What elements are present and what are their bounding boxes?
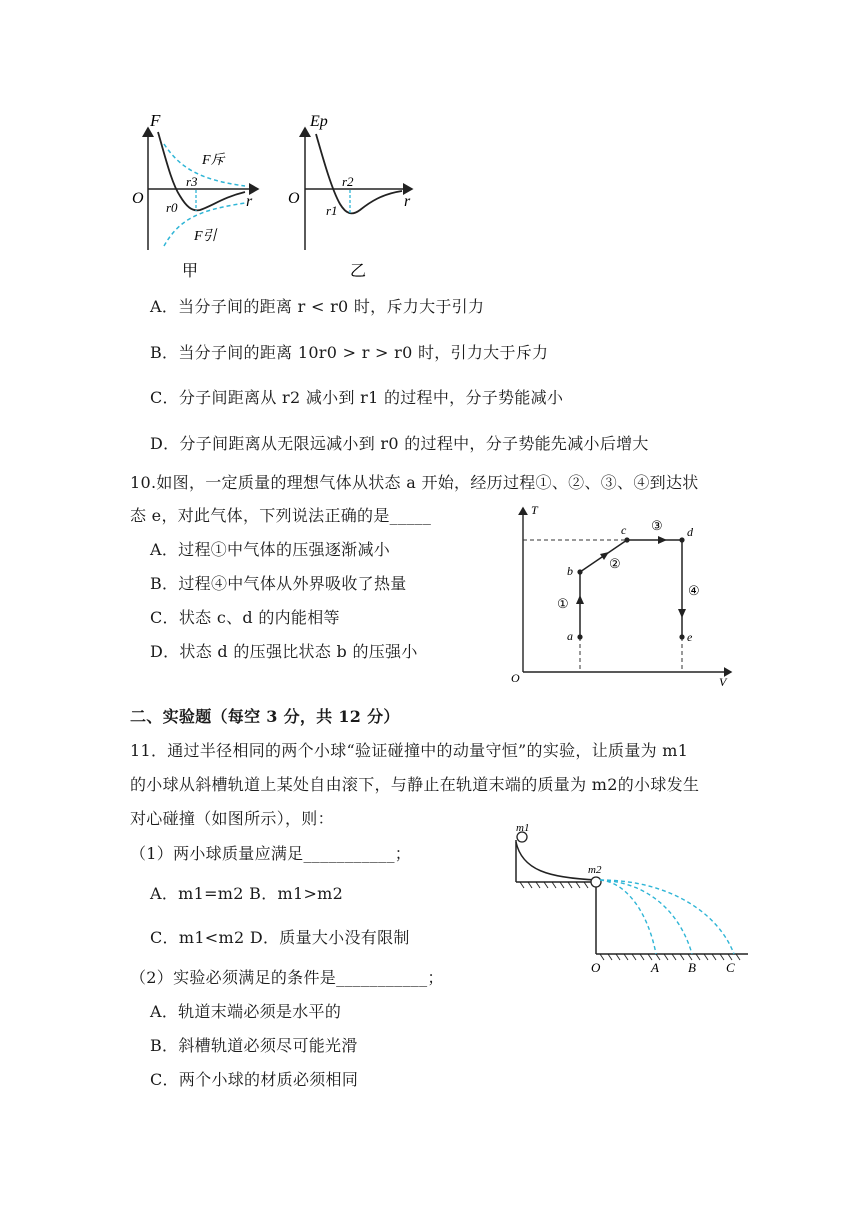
point-c-label: c	[621, 523, 627, 537]
q10-stem-1: 10.如图，一定质量的理想气体从状态 a 开始，经历过程①、②、③、④到达状	[130, 473, 699, 492]
q11-sub1-options-row2: C．m1<m2 D．质量大小没有限制	[150, 928, 410, 947]
point-e-label: e	[687, 630, 693, 644]
r-axis-label: r	[246, 193, 253, 210]
caption-jia: 甲	[182, 263, 199, 280]
q11-stem-2: 的小球从斜槽轨道上某处自由滚下，与静止在轨道末端的质量为 m2的小球发生	[130, 775, 700, 794]
landing-a-label: A	[651, 960, 659, 975]
r2-label: r2	[342, 174, 354, 189]
r0-label: r0	[166, 200, 178, 215]
r3-label: r3	[186, 174, 198, 189]
q11-sub1: （1）两小球质量应满足___________；	[130, 844, 412, 863]
q9-figure	[120, 100, 440, 285]
graph-potential	[288, 113, 412, 280]
q10-tv-graph	[505, 500, 740, 690]
v-axis-label: V	[719, 675, 727, 689]
q11-sub2-option-b: B．斜槽轨道必须尽可能光滑	[150, 1036, 358, 1055]
q11-stem-1: 11．通过半径相同的两个小球“验证碰撞中的动量守恒”的实验，让质量为 m1	[130, 741, 689, 760]
q10-stem-2: 态 e，对此气体，下列说法正确的是_____	[130, 506, 432, 525]
m1-label: m1	[516, 822, 530, 834]
process-2-label: ②	[609, 556, 621, 571]
t-axis-label: T	[531, 503, 538, 517]
q9-option-a: A．当分子间的距离 r < r0 时，斥力大于引力	[150, 297, 485, 316]
q11-stem-3: 对心碰撞（如图所示），则：	[130, 809, 334, 828]
process-4-label: ④	[688, 583, 700, 598]
f-att-label: F引	[194, 229, 217, 244]
section-heading: 二、实验题（每空 3 分，共 12 分）	[130, 707, 400, 726]
q10-option-c: C．状态 c、d 的内能相等	[150, 608, 340, 627]
q9-option-d: D．分子间距离从无限远减小到 r0 的过程中，分子势能先减小后增大	[150, 434, 649, 453]
landing-b-label: B	[688, 960, 696, 975]
q10-option-a: A．过程①中气体的压强逐渐减小	[150, 540, 391, 559]
f-axis-label: F	[150, 111, 161, 130]
graph-force	[132, 111, 258, 280]
f-rep-label: F斥	[202, 153, 225, 168]
q9-option-c: C．分子间距离从 r2 减小到 r1 的过程中，分子势能减小	[150, 388, 564, 407]
q10-option-b: B．过程④中气体从外界吸收了热量	[150, 574, 407, 593]
q11-sub1-options-row1: A．m1=m2 B．m1>m2	[150, 884, 344, 903]
point-b-label: b	[567, 564, 573, 578]
m2-label: m2	[588, 864, 602, 876]
caption-yi: 乙	[350, 263, 367, 280]
q11-sub2: （2）实验必须满足的条件是___________；	[130, 968, 444, 987]
q9-option-b: B．当分子间的距离 10r0 > r > r0 时，引力大于斥力	[150, 343, 549, 362]
origin-o-label: O	[591, 960, 601, 975]
origin-label: O	[511, 671, 520, 685]
q10-option-d: D．状态 d 的压强比状态 b 的压强小	[150, 642, 418, 661]
process-1-label: ①	[557, 596, 569, 611]
process-3-label: ③	[651, 518, 663, 533]
origin-label: O	[132, 190, 144, 207]
q11-collision-figure	[508, 822, 753, 977]
r-axis-label: r	[404, 193, 411, 210]
r1-label: r1	[326, 203, 338, 218]
q11-sub2-option-a: A．轨道末端必须是水平的	[150, 1002, 342, 1021]
point-d-label: d	[687, 525, 693, 539]
origin-label: O	[288, 190, 300, 207]
landing-c-label: C	[726, 960, 735, 975]
point-a-label: a	[567, 629, 573, 643]
q11-sub2-option-c: C．两个小球的材质必须相同	[150, 1070, 359, 1089]
ep-axis-label: Ep	[310, 113, 328, 130]
